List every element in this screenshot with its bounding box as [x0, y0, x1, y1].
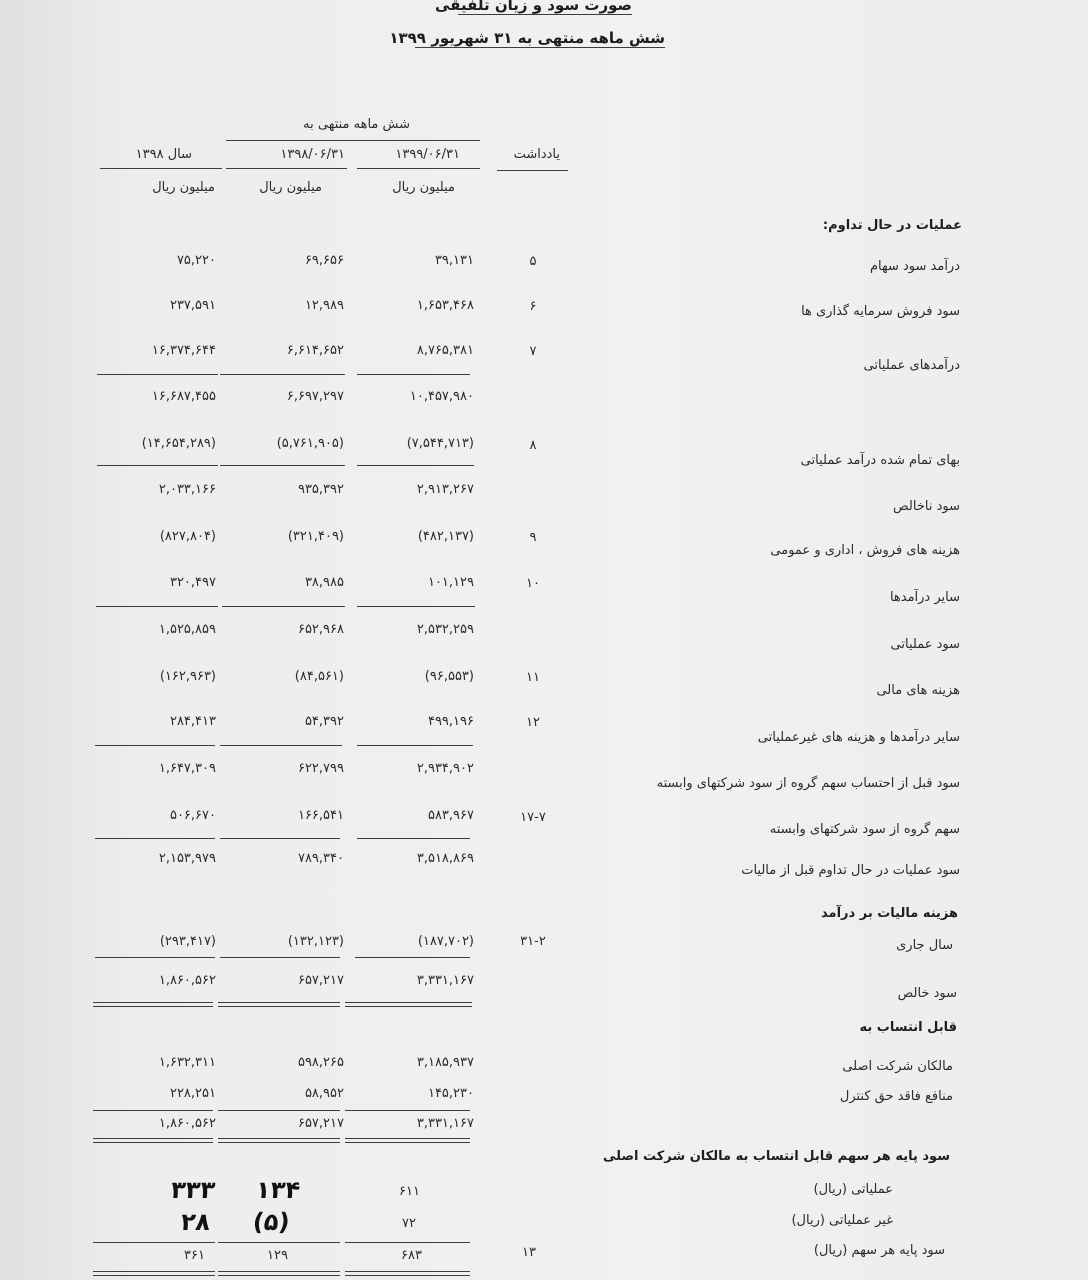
row-note: ۵	[529, 254, 537, 269]
total-double-rule	[218, 1138, 340, 1143]
column-header-year-1398: سال ۱۳۹۸	[135, 147, 192, 162]
value-1399-06-31: (۴۸۲,۱۳۷)	[417, 529, 474, 544]
row-note: ۱۱	[526, 670, 540, 685]
subtotal-rule	[220, 465, 345, 466]
row-share-of-associates-label: سهم گروه از سود شرکتهای وابسته	[769, 822, 960, 837]
row-other-income-label: سایر درآمدها	[889, 590, 960, 605]
value-1398-06-31: (۳۲۱,۴۰۹)	[287, 529, 344, 544]
total-double-rule	[345, 1002, 472, 1007]
unit-label: میلیون ریال	[259, 180, 322, 195]
value-year-1398: ۱,۸۶۰,۵۶۲	[158, 973, 216, 988]
row-note: ۱۲	[526, 715, 540, 730]
subtotal-rule	[357, 606, 475, 607]
row-operating-profit-label: سود عملیاتی	[890, 637, 960, 652]
value-year-1398: ۱,۶۴۷,۳۰۹	[158, 761, 216, 776]
value-1399-06-31: ۲,۵۳۲,۲۵۹	[416, 622, 474, 637]
column-header-1399-06-31: ۱۳۹۹/۰۶/۳۱	[395, 147, 460, 162]
total-double-rule	[218, 1002, 340, 1007]
subtotal-rule	[218, 1110, 340, 1111]
row-eps-operating-label: عملیاتی (ریال)	[813, 1182, 893, 1197]
subtotal-rule	[357, 374, 470, 375]
section-attributable-to: قابل انتساب به	[859, 1020, 957, 1035]
row-finance-costs-label: هزینه های مالی	[876, 683, 960, 698]
value-1398-06-31: ۵۸,۹۵۲	[304, 1086, 344, 1101]
row-gross-profit-label: سود ناخالص	[893, 499, 960, 514]
total-double-rule	[93, 1271, 215, 1276]
value-1398-06-31: ۵۴,۳۹۲	[304, 714, 344, 729]
total-double-rule	[345, 1271, 470, 1276]
value-year-1398: ۵۰۶,۶۷۰	[169, 808, 216, 823]
value-year-1398: ۱۶,۶۸۷,۴۵۵	[151, 389, 216, 404]
value-1399-06-31: ۳,۳۳۱,۱۶۷	[416, 973, 474, 988]
subtotal-rule	[355, 957, 470, 958]
value-1398-06-31: ۶۲۲,۷۹۹	[297, 761, 344, 776]
row-dividend-income-label: درآمد سود سهام	[869, 259, 960, 274]
subtotal-rule	[345, 1110, 470, 1111]
value-1398-06-31: ۶۵۷,۲۱۷	[297, 1116, 344, 1131]
value-1398-06-31: ۶,۶۱۴,۶۵۲	[286, 343, 344, 358]
subtotal-rule	[220, 745, 342, 746]
value-1398-06-31: ۹۳۵,۳۹۲	[297, 482, 344, 497]
value-year-1398: ۱,۶۳۲,۳۱۱	[158, 1055, 216, 1070]
value-1398-06-31: ۶۵۲,۹۶۸	[297, 622, 344, 637]
value-1398-06-31: ۶۵۷,۲۱۷	[297, 973, 344, 988]
row-note: ۳۱-۲	[520, 934, 546, 949]
subtotal-rule	[95, 838, 215, 839]
value-1399-06-31: ۱,۶۵۳,۴۶۸	[416, 298, 474, 313]
row-investment-sale-gain-label: سود فروش سرمایه گذاری ها	[801, 304, 960, 319]
total-double-rule	[218, 1271, 340, 1276]
value-1398-06-31: ۱۶۶,۵۴۱	[297, 808, 344, 823]
handwritten-value-year-1398: ۳۳۳	[169, 1176, 217, 1204]
subtotal-rule	[95, 745, 215, 746]
document-subtitle: شش ماهه منتهی به ۳۱ شهریور ۱۳۹۹	[389, 29, 665, 47]
value-year-1398: ۲,۰۳۳,۱۶۶	[158, 482, 216, 497]
value-year-1398: ۲,۱۵۳,۹۷۹	[158, 851, 216, 866]
value-1399-06-31: ۳,۵۱۸,۸۶۹	[416, 851, 474, 866]
subtotal-rule	[220, 957, 340, 958]
value-1398-06-31: ۶۹,۶۵۶	[304, 253, 344, 268]
total-double-rule	[93, 1002, 213, 1007]
value-year-1398: ۱,۵۲۵,۸۵۹	[158, 622, 216, 637]
row-note: ۱۰	[526, 576, 540, 591]
subtotal-rule	[218, 1242, 340, 1243]
row-note: ۱۳	[522, 1245, 536, 1260]
value-1399-06-31: ۵۸۳,۹۶۷	[427, 808, 474, 823]
row-selling-admin-expenses-label: هزینه های فروش ، اداری و عمومی	[770, 543, 960, 558]
value-1399-06-31: ۳۹,۱۳۱	[434, 253, 474, 268]
subtotal-rule	[97, 465, 218, 466]
value-1399-06-31: ۶۱۱	[399, 1184, 420, 1199]
value-1399-06-31: (۱۸۷,۷۰۲)	[417, 934, 474, 949]
row-profit-before-associates-label: سود قبل از احتساب سهم گروه از سود شرکتهای وابسته	[656, 776, 960, 791]
column-header-underline	[226, 168, 347, 169]
subtotal-rule	[357, 838, 470, 839]
value-year-1398: (۱۶۲,۹۶۳)	[159, 669, 216, 684]
unit-label: میلیون ریال	[152, 180, 215, 195]
row-current-year-tax-label: سال جاری	[896, 938, 953, 953]
value-1398-06-31: ۵۹۸,۲۶۵	[297, 1055, 344, 1070]
value-year-1398: (۸۲۷,۸۰۴)	[159, 529, 216, 544]
value-1398-06-31: (۵,۷۶۱,۹۰۵)	[276, 436, 344, 451]
value-1399-06-31: (۹۶,۵۵۳)	[424, 669, 474, 684]
value-1399-06-31: (۷,۵۴۴,۷۱۳)	[406, 436, 474, 451]
handwritten-value-1398-06-31: ۱۳۴	[254, 1176, 302, 1204]
value-1399-06-31: ۶۸۳	[401, 1248, 422, 1263]
section-income-tax-expense: هزینه مالیات بر درآمد	[821, 906, 958, 921]
value-year-1398: (۲۹۳,۴۱۷)	[159, 934, 216, 949]
row-operating-revenue-label: درآمدهای عملیاتی	[863, 358, 960, 373]
value-year-1398: ۷۵,۲۲۰	[176, 253, 216, 268]
value-1399-06-31: ۱۴۵,۲۳۰	[427, 1086, 474, 1101]
handwritten-value-year-1398: ۲۸	[179, 1208, 212, 1236]
row-note: ۷	[529, 344, 537, 359]
subtotal-rule	[357, 465, 474, 466]
value-year-1398: ۱۶,۳۷۴,۶۴۴	[151, 343, 216, 358]
period-group-header: شش ماهه منتهی به	[303, 117, 410, 132]
column-header-1398-06-31: ۱۳۹۸/۰۶/۳۱	[280, 147, 345, 162]
subtotal-rule	[220, 374, 345, 375]
column-header-underline	[100, 168, 222, 169]
subtotal-rule	[96, 606, 218, 607]
value-1398-06-31: ۱۲۹	[267, 1248, 288, 1263]
row-note: ۶	[529, 299, 537, 314]
value-1399-06-31: ۱۰۱,۱۲۹	[427, 575, 474, 590]
value-1399-06-31: ۸,۷۶۵,۳۸۱	[416, 343, 474, 358]
row-note: ۸	[529, 438, 537, 453]
total-double-rule	[93, 1138, 213, 1143]
value-year-1398: ۳۶۱	[184, 1248, 205, 1263]
value-1398-06-31: ۶,۶۹۷,۲۹۷	[286, 389, 344, 404]
subtotal-rule	[97, 374, 218, 375]
subtotal-rule	[222, 606, 345, 607]
subtotal-rule	[345, 1242, 470, 1243]
row-net-profit-label: سود خالص	[897, 986, 957, 1001]
section-eps-attributable: سود پایه هر سهم قابل انتساب به مالکان شرکت اصلی	[602, 1149, 950, 1164]
row-profit-before-tax-label: سود عملیات در حال تداوم قبل از مالیات	[741, 863, 960, 878]
unit-label: میلیون ریال	[392, 180, 455, 195]
row-note: ۱۷-۷	[520, 810, 546, 825]
handwritten-value-1398-06-31: (۵)	[251, 1208, 292, 1236]
subtitle-underline	[415, 47, 665, 48]
value-1399-06-31: ۲,۹۳۴,۹۰۲	[416, 761, 474, 776]
row-basic-eps-label: سود پایه هر سهم (ریال)	[813, 1243, 945, 1258]
subtotal-rule	[220, 838, 340, 839]
total-double-rule	[345, 1138, 470, 1143]
column-header-underline	[357, 168, 480, 169]
value-year-1398: ۲۲۸,۲۵۱	[169, 1086, 216, 1101]
subtotal-rule	[93, 1242, 215, 1243]
row-eps-non-operating-label: غیر عملیاتی (ریال)	[791, 1213, 893, 1228]
subtotal-rule	[93, 1110, 213, 1111]
row-note: ۹	[529, 530, 537, 545]
value-year-1398: ۳۲۰,۴۹۷	[169, 575, 216, 590]
value-1398-06-31: (۸۴,۵۶۱)	[294, 669, 344, 684]
value-1399-06-31: ۴۹۹,۱۹۶	[427, 714, 474, 729]
value-1398-06-31: ۱۲,۹۸۹	[304, 298, 344, 313]
note-header-underline	[497, 170, 568, 171]
row-owners-of-parent-label: مالکان شرکت اصلی	[842, 1059, 953, 1074]
subtotal-rule	[95, 957, 215, 958]
value-year-1398: ۱,۸۶۰,۵۶۲	[158, 1116, 216, 1131]
row-non-controlling-interests-label: منافع فاقد حق کنترل	[839, 1089, 953, 1104]
document-title: صورت سود و زیان تلفیقی	[434, 0, 632, 14]
value-1399-06-31: ۳,۱۸۵,۹۳۷	[416, 1055, 474, 1070]
period-group-rule	[226, 140, 480, 141]
value-1399-06-31: ۳,۳۳۱,۱۶۷	[416, 1116, 474, 1131]
value-1399-06-31: ۱۰,۴۵۷,۹۸۰	[409, 389, 474, 404]
note-column-header: یادداشت	[513, 147, 560, 162]
row-other-non-operating-label: سایر درآمدها و هزینه های غیرعملیاتی	[757, 730, 960, 745]
value-year-1398: ۲۸۴,۴۱۳	[169, 714, 216, 729]
subtotal-rule	[357, 745, 473, 746]
value-1398-06-31: (۱۳۲,۱۲۳)	[287, 934, 344, 949]
title-underline	[458, 14, 632, 15]
value-1398-06-31: ۷۸۹,۳۴۰	[297, 851, 344, 866]
value-year-1398: (۱۴,۶۵۴,۲۸۹)	[141, 436, 216, 451]
value-1398-06-31: ۳۸,۹۸۵	[304, 575, 344, 590]
section-continuing-operations: عملیات در حال تداوم:	[822, 218, 962, 233]
row-cost-of-revenue-label: بهای تمام شده درآمد عملیاتی	[800, 453, 960, 468]
value-1399-06-31: ۲,۹۱۳,۲۶۷	[416, 482, 474, 497]
value-year-1398: ۲۳۷,۵۹۱	[169, 298, 216, 313]
value-1399-06-31: ۷۲	[402, 1216, 416, 1231]
